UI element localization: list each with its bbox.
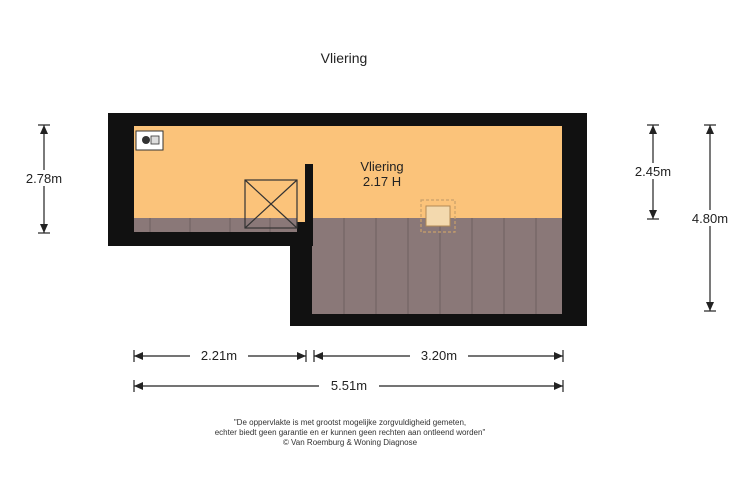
dimension-label-right-inner-height: 2.45m — [634, 164, 672, 179]
boiler-icon — [136, 131, 163, 150]
dimension-label-bottom-right-width: 3.20m — [420, 348, 458, 363]
floor-title: Vliering — [320, 50, 368, 66]
dimension-label-bottom-left-width: 2.21m — [200, 348, 238, 363]
dimension-label-right-total-height: 4.80m — [691, 211, 729, 226]
room-name: Vliering — [360, 159, 404, 174]
floor-dark-right — [312, 218, 562, 314]
disclaimer — [100, 418, 600, 448]
floor-light-area — [134, 126, 562, 222]
disclaimer-line-3: © Van Roemburg & Woning Diagnose — [282, 438, 418, 447]
floor-dark-left — [134, 218, 297, 232]
dimension-label-left-height: 2.78m — [25, 171, 63, 186]
disclaimer-line-2: echter biedt geen garantie en er kunnen geen rechten aan ontleend worden" — [214, 428, 486, 437]
room-height: 2.17 H — [362, 174, 402, 189]
disclaimer-line-1: "De oppervlakte is met grootst mogelijke zorgvuldigheid gemeten, — [233, 418, 467, 427]
dimension-label-bottom-total-width: 5.51m — [330, 378, 368, 393]
partition-wall-bottom — [134, 232, 313, 246]
